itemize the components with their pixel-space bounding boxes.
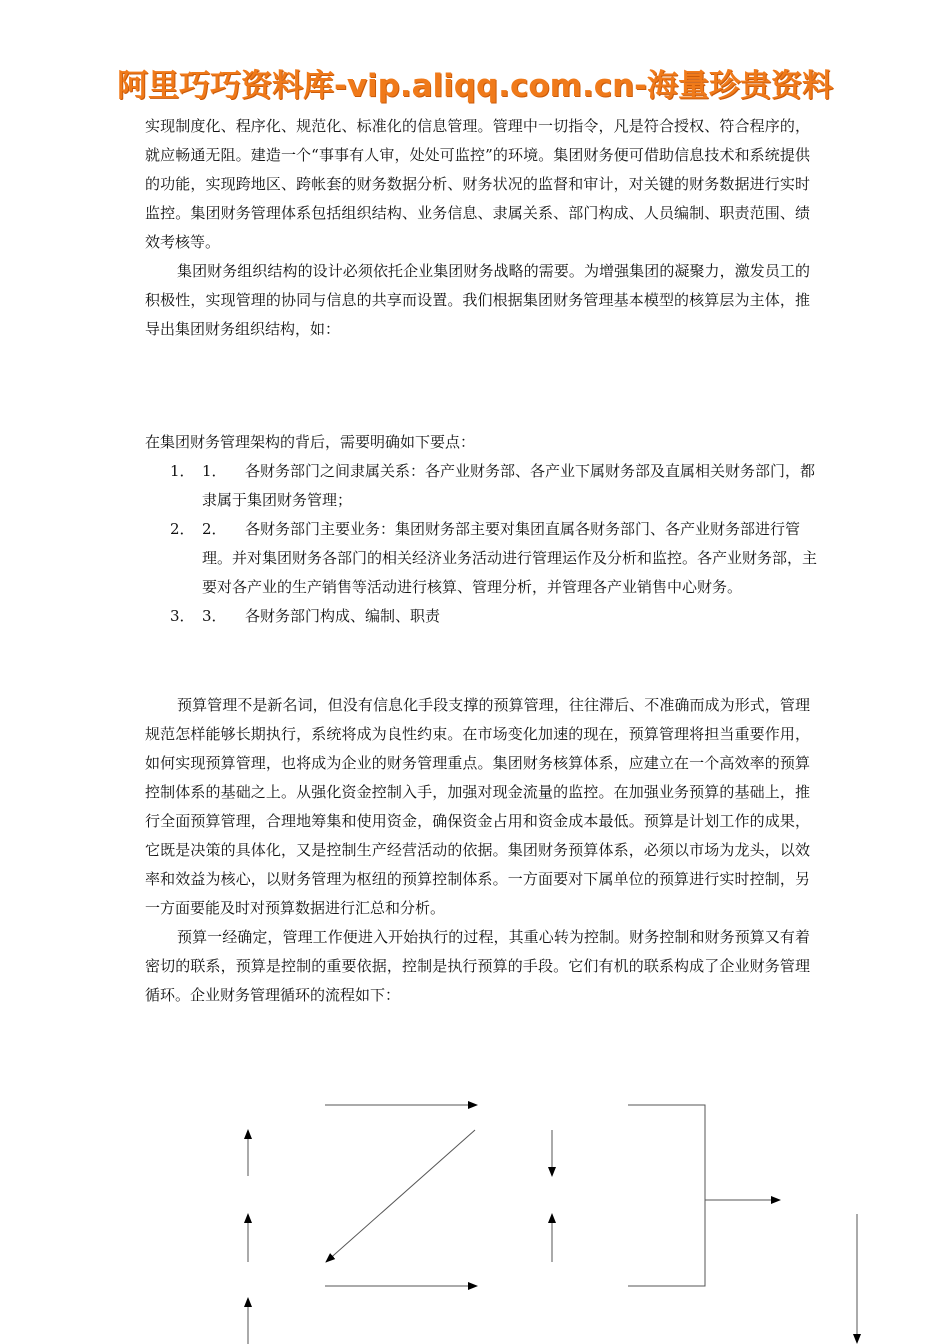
list-item	[170, 515, 820, 602]
paragraph-2: 集团财务组织结构的设计必须依托企业集团财务战略的需要。为增强集团的凝聚力，激发员工的积极性，实现管理的协同与信息的共享而设置。我们根据集团财务管理基本模型的核算层为主体，推导出集团财务组织结构，如：	[145, 262, 810, 338]
lead-line-block	[145, 428, 810, 457]
text-block-bottom	[145, 691, 810, 1010]
finance-cycle-flow-diagram	[0, 1080, 950, 1344]
list-item	[170, 602, 820, 631]
list-subnumber: 2．	[202, 520, 227, 538]
list-number: 1．	[170, 462, 195, 480]
list-item	[170, 457, 820, 515]
list-number: 3．	[170, 607, 195, 625]
paragraph-4: 预算一经确定，管理工作便进入开始执行的过程，其重心转为控制。财务控制和财务预算又有着密切的联系，预算是控制的重要依据，控制是执行预算的手段。它们有机的联系构成了企业财务管理循环。企业财务管理循环的流程如下：	[145, 928, 810, 1004]
list-number: 2．	[170, 520, 195, 538]
bracket-connector	[628, 1105, 705, 1286]
text-block-top	[145, 112, 810, 344]
list-subnumber: 3．	[202, 607, 227, 625]
list-lead: 在集团财务管理架构的背后，需要明确如下要点：	[145, 433, 476, 451]
list-text: 各财务部门之间隶属关系：各产业财务部、各产业下属财务部及直属相关财务部门，都隶属于集团财务管理；	[202, 462, 816, 509]
list-text: 各财务部门构成、编制、职责	[245, 607, 441, 625]
watermark-banner: 阿里巧巧资料库-vip.aliqq.com.cn-海量珍贵资料	[116, 68, 834, 104]
list-subnumber: 1．	[202, 462, 227, 480]
paragraph-3: 预算管理不是新名词，但没有信息化手段支撑的预算管理，往往滞后、不准确而成为形式，管理规范怎样能够长期执行，系统将成为良性约束。在市场变化加速的现在，预算管理将担当重要作用，如何实现预算管理，也将成为企业的财务管理重点。集团财务核算体系，应建立在一个高效率的预算控制体系的基础之上。从强化资金控制入手，加强对现金流量的监控。在加强业务预算的基础上，推行全面预算管理，合理地筹集和使用资金，确保资金占用和资金成本最低。预算是计划工作的成果，它既是决策的具体化，又是控制生产经营活动的依据。集团财务预算体系，必须以市场为龙头，以效率和效益为核心，以财务管理为枢纽的预算控制体系。一方面要对下属单位的预算进行实时控制，另一方面要能及时对预算数据进行汇总和分析。	[145, 696, 810, 917]
list-text: 各财务部门主要业务：集团财务部主要对集团直属各财务部门、各产业财务部进行管理。并对集团财务各部门的相关经济业务活动进行管理运作及分析和监控。各产业财务部，主要对各产业的生产销售等活动进行核算、管理分析，并管理各产业销售中心财务。	[202, 520, 818, 596]
arrow-diagonal	[326, 1130, 475, 1262]
paragraph-1: 实现制度化、程序化、规范化、标准化的信息管理。管理中一切指令，凡是符合授权、符合程序的，就应畅通无阻。建造一个“事事有人审，处处可监控”的环境。集团财务便可借助信息技术和系统提供的功能，实现跨地区、跨帐套的财务数据分析、财务状况的监督和审计，对关键的财务数据进行实时监控。集团财务管理体系包括组织结构、业务信息、隶属关系、部门构成、人员编制、职责范围、绩效考核等。	[145, 117, 810, 251]
key-points-list	[170, 457, 820, 631]
